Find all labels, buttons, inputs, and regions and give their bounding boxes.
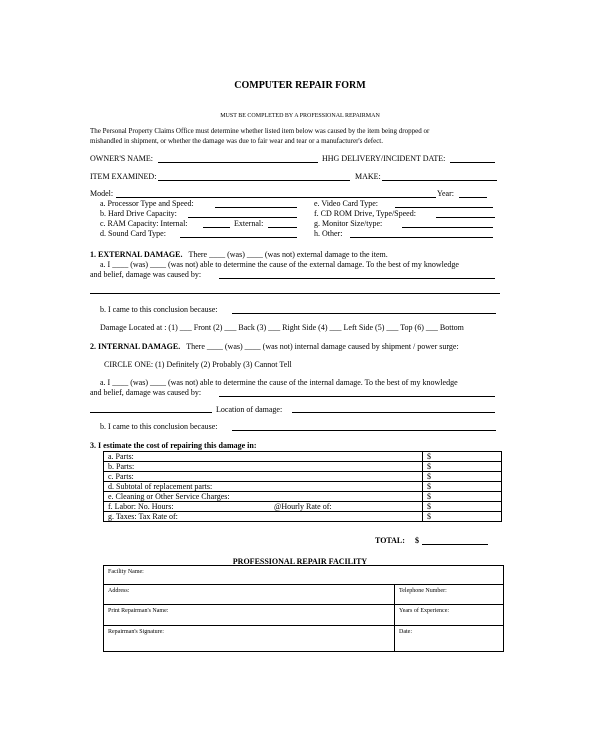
intro-line-1: The Personal Property Claims Office must determine whether listed item below was caused by the item being dropped or xyxy=(90,127,430,135)
facility-name-cell[interactable] xyxy=(104,566,504,585)
circle-one-options[interactable]: CIRCLE ONE: (1) Definitely (2) Probably (3) Cannot Tell xyxy=(104,360,292,369)
estimate-amount-cell[interactable] xyxy=(423,452,502,462)
section-2-line2: a. I ____ (was) ____ (was not) able to determine the cause of the internal damage. To the best of my knowledge xyxy=(100,378,458,387)
date-cell[interactable] xyxy=(395,626,504,652)
facility-name-label: Facility Name: xyxy=(108,569,144,575)
estimate-amount: $ xyxy=(427,462,431,471)
estimate-amount-cell[interactable] xyxy=(423,462,502,472)
estimate-label: a. Parts: xyxy=(108,452,134,461)
estimate-label: e. Cleaning or Other Service Charges: xyxy=(108,492,230,501)
section-1-line2: a. I ____ (was) ____ (was not) able to determine the cause of the external damage. To the best of my knowledge xyxy=(100,260,459,269)
facility-telephone-cell[interactable] xyxy=(395,585,504,605)
experience-cell[interactable] xyxy=(395,605,504,626)
facility-table xyxy=(103,565,504,652)
repairman-name-cell[interactable] xyxy=(104,605,395,626)
estimate-row xyxy=(104,452,502,462)
spec-ram-external-input[interactable] xyxy=(268,227,297,228)
experience-label: Years of Experience: xyxy=(399,608,450,614)
section-2-line1: There ____ (was) ____ (was not) internal damage caused by shipment / power surge: xyxy=(186,342,459,351)
estimate-table xyxy=(103,451,502,522)
facility-address-label: Address: xyxy=(108,588,130,594)
hhg-date-input[interactable] xyxy=(450,162,495,163)
spec-sound-label: d. Sound Card Type: xyxy=(100,229,166,238)
estimate-amount-cell[interactable] xyxy=(423,472,502,482)
spec-processor-label: a. Processor Type and Speed: xyxy=(100,199,194,208)
section-1-line1: There ____ (was) ____ (was not) external damage to the item. xyxy=(188,250,388,259)
spec-cdrom-label: f. CD ROM Drive, Type/Speed: xyxy=(314,209,416,218)
spec-other-input[interactable] xyxy=(350,237,493,238)
intro-line-2: mishandled in shipment, or whether the damage was due to fair wear and tear or a manufacturer's defect. xyxy=(90,137,384,145)
total-currency: $ xyxy=(415,536,419,545)
estimate-label: b. Parts: xyxy=(108,462,135,471)
hhg-label: HHG DELIVERY/INCIDENT DATE: xyxy=(322,154,446,163)
spec-harddrive-input[interactable] xyxy=(188,217,297,218)
estimate-label: d. Subtotal of replacement parts: xyxy=(108,482,213,491)
spec-other-label: h. Other: xyxy=(314,229,343,238)
section-1-line3: and belief, damage was caused by: xyxy=(90,270,202,279)
estimate-amount: $ xyxy=(427,472,431,481)
spec-ram-label: c. RAM Capacity: Internal: xyxy=(100,219,188,228)
estimate-label-cell[interactable] xyxy=(104,472,423,482)
section-2-cause-input[interactable] xyxy=(219,396,495,397)
estimate-label: c. Parts: xyxy=(108,472,134,481)
signature-label: Repairman's Signature: xyxy=(108,629,164,635)
make-input[interactable] xyxy=(382,180,497,181)
section-1-heading: 1. EXTERNAL DAMAGE. xyxy=(90,250,183,259)
item-input[interactable] xyxy=(158,180,350,181)
owner-label: OWNER'S NAME: xyxy=(90,154,153,163)
section-2-line3: and belief, damage was caused by: xyxy=(90,388,202,397)
estimate-amount-cell[interactable] xyxy=(423,512,502,522)
date-label: Date: xyxy=(399,629,412,635)
estimate-label-cell[interactable] xyxy=(104,462,423,472)
owner-input[interactable] xyxy=(158,162,318,163)
location-input[interactable] xyxy=(292,412,495,413)
spec-ram-internal-input[interactable] xyxy=(203,227,230,228)
estimate-row xyxy=(104,502,502,512)
estimate-row xyxy=(104,492,502,502)
section-2 xyxy=(90,342,459,352)
section-2-heading: 2. INTERNAL DAMAGE. xyxy=(90,342,181,351)
model-input[interactable] xyxy=(116,197,436,198)
estimate-label-cell[interactable] xyxy=(104,492,423,502)
estimate-row xyxy=(104,472,502,482)
estimate-amount-cell[interactable] xyxy=(423,492,502,502)
form-subtitle: MUST BE COMPLETED BY A PROFESSIONAL REPAIRMAN xyxy=(220,113,380,119)
estimate-rate-label: @Hourly Rate of: xyxy=(274,502,332,511)
spec-video-input[interactable] xyxy=(395,207,493,208)
spec-harddrive-label: b. Hard Drive Capacity: xyxy=(100,209,177,218)
spec-monitor-input[interactable] xyxy=(402,227,493,228)
estimate-amount-cell[interactable] xyxy=(423,482,502,492)
section-1-conclusion-label: b. I came to this conclusion because: xyxy=(100,305,218,314)
section-2-cause-input-2[interactable] xyxy=(90,412,212,413)
estimate-amount-cell[interactable] xyxy=(423,502,502,512)
total-input[interactable] xyxy=(422,544,488,545)
estimate-label: f. Labor: No. Hours: xyxy=(108,502,174,511)
repairman-name-label: Print Repairman's Name: xyxy=(108,608,169,614)
estimate-amount: $ xyxy=(427,492,431,501)
spec-video-label: e. Video Card Type: xyxy=(314,199,378,208)
section-1-cause-input[interactable] xyxy=(219,278,495,279)
model-label: Model: xyxy=(90,189,114,198)
estimate-label-cell[interactable] xyxy=(104,452,423,462)
facility-heading: PROFESSIONAL REPAIR FACILITY xyxy=(232,557,368,566)
form-title: COMPUTER REPAIR FORM xyxy=(234,80,366,91)
spec-sound-input[interactable] xyxy=(180,237,297,238)
location-label: Location of damage: xyxy=(216,405,283,414)
section-2-conclusion-label: b. I came to this conclusion because: xyxy=(100,422,218,431)
estimate-amount: $ xyxy=(427,512,431,521)
estimate-row xyxy=(104,512,502,522)
spec-ram-external-label: External: xyxy=(234,219,264,228)
total-label: TOTAL: xyxy=(375,536,405,545)
year-label: Year: xyxy=(437,189,454,198)
section-2-conclusion-input[interactable] xyxy=(232,430,496,431)
spec-cdrom-input[interactable] xyxy=(436,217,495,218)
item-label: ITEM EXAMINED: xyxy=(90,172,157,181)
estimate-label: g. Taxes: Tax Rate of: xyxy=(108,512,178,521)
estimate-label-cell[interactable] xyxy=(104,512,423,522)
estimate-row xyxy=(104,482,502,492)
facility-telephone-label: Telephone Number: xyxy=(399,588,447,594)
section-3-heading: 3. I estimate the cost of repairing this damage in: xyxy=(90,441,257,450)
estimate-amount: $ xyxy=(427,482,431,491)
year-input[interactable] xyxy=(459,197,487,198)
section-1 xyxy=(90,250,388,260)
estimate-row xyxy=(104,462,502,472)
spec-monitor-label: g. Monitor Size/type: xyxy=(314,219,383,228)
estimate-label-cell[interactable] xyxy=(104,482,423,492)
spec-processor-input[interactable] xyxy=(215,207,297,208)
facility-address-cell[interactable] xyxy=(104,585,395,605)
damage-location-options[interactable]: Damage Located at : (1) ___ Front (2) ___ Back (3) ___ Right Side (4) ___ Left Side (5) ___ Top (6) ___ Bottom xyxy=(100,323,464,332)
estimate-amount: $ xyxy=(427,452,431,461)
section-1-conclusion-input[interactable] xyxy=(232,313,496,314)
estimate-amount: $ xyxy=(427,502,431,511)
make-label: MAKE: xyxy=(355,172,381,181)
section-1-cause-input-2[interactable] xyxy=(90,293,500,294)
signature-cell[interactable] xyxy=(104,626,395,652)
estimate-label-cell[interactable] xyxy=(104,502,423,512)
